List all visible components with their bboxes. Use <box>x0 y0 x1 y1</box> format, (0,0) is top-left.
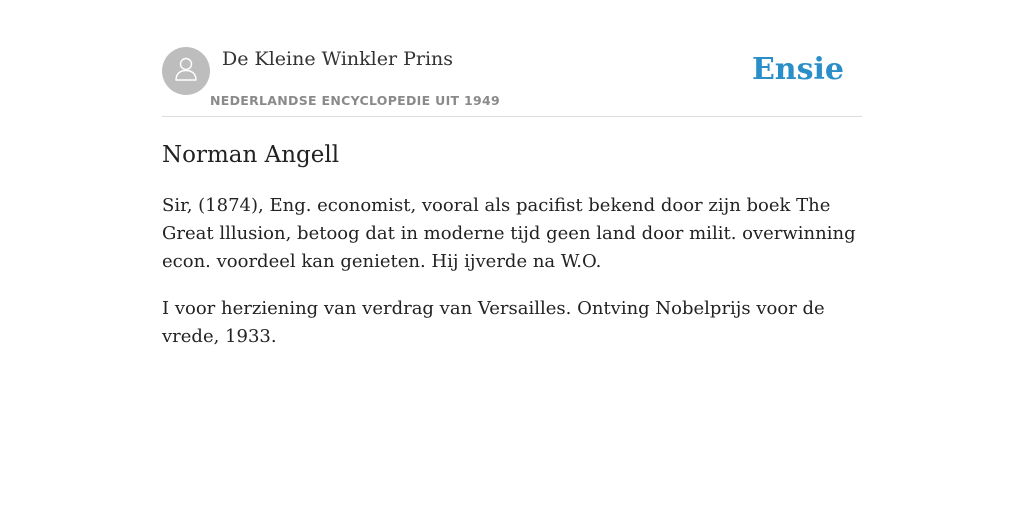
source-title[interactable]: De Kleine Winkler Prins <box>222 48 454 70</box>
entry-paragraph: Sir, (1874), Eng. economist, vooral als pacifist bekend door zijn boek The Great lllusion, betoog dat in moderne tijd geen land door milit. overwinning econ. voordeel kan genieten. Hij ijverde na W.O. <box>162 195 856 272</box>
source-header <box>162 46 862 117</box>
avatar[interactable] <box>162 47 210 95</box>
user-icon <box>171 54 201 89</box>
entry-body <box>162 192 862 370</box>
source-subtitle: NEDERLANDSE ENCYCLOPEDIE UIT 1949 <box>210 93 500 108</box>
entry-paragraph: I voor herziening van verdrag van Versailles. Ontving Nobelprijs voor de vrede, 1933. <box>162 298 825 347</box>
entry-title: Norman Angell <box>162 142 340 168</box>
ensie-logo-link[interactable]: Ensie <box>751 52 844 87</box>
